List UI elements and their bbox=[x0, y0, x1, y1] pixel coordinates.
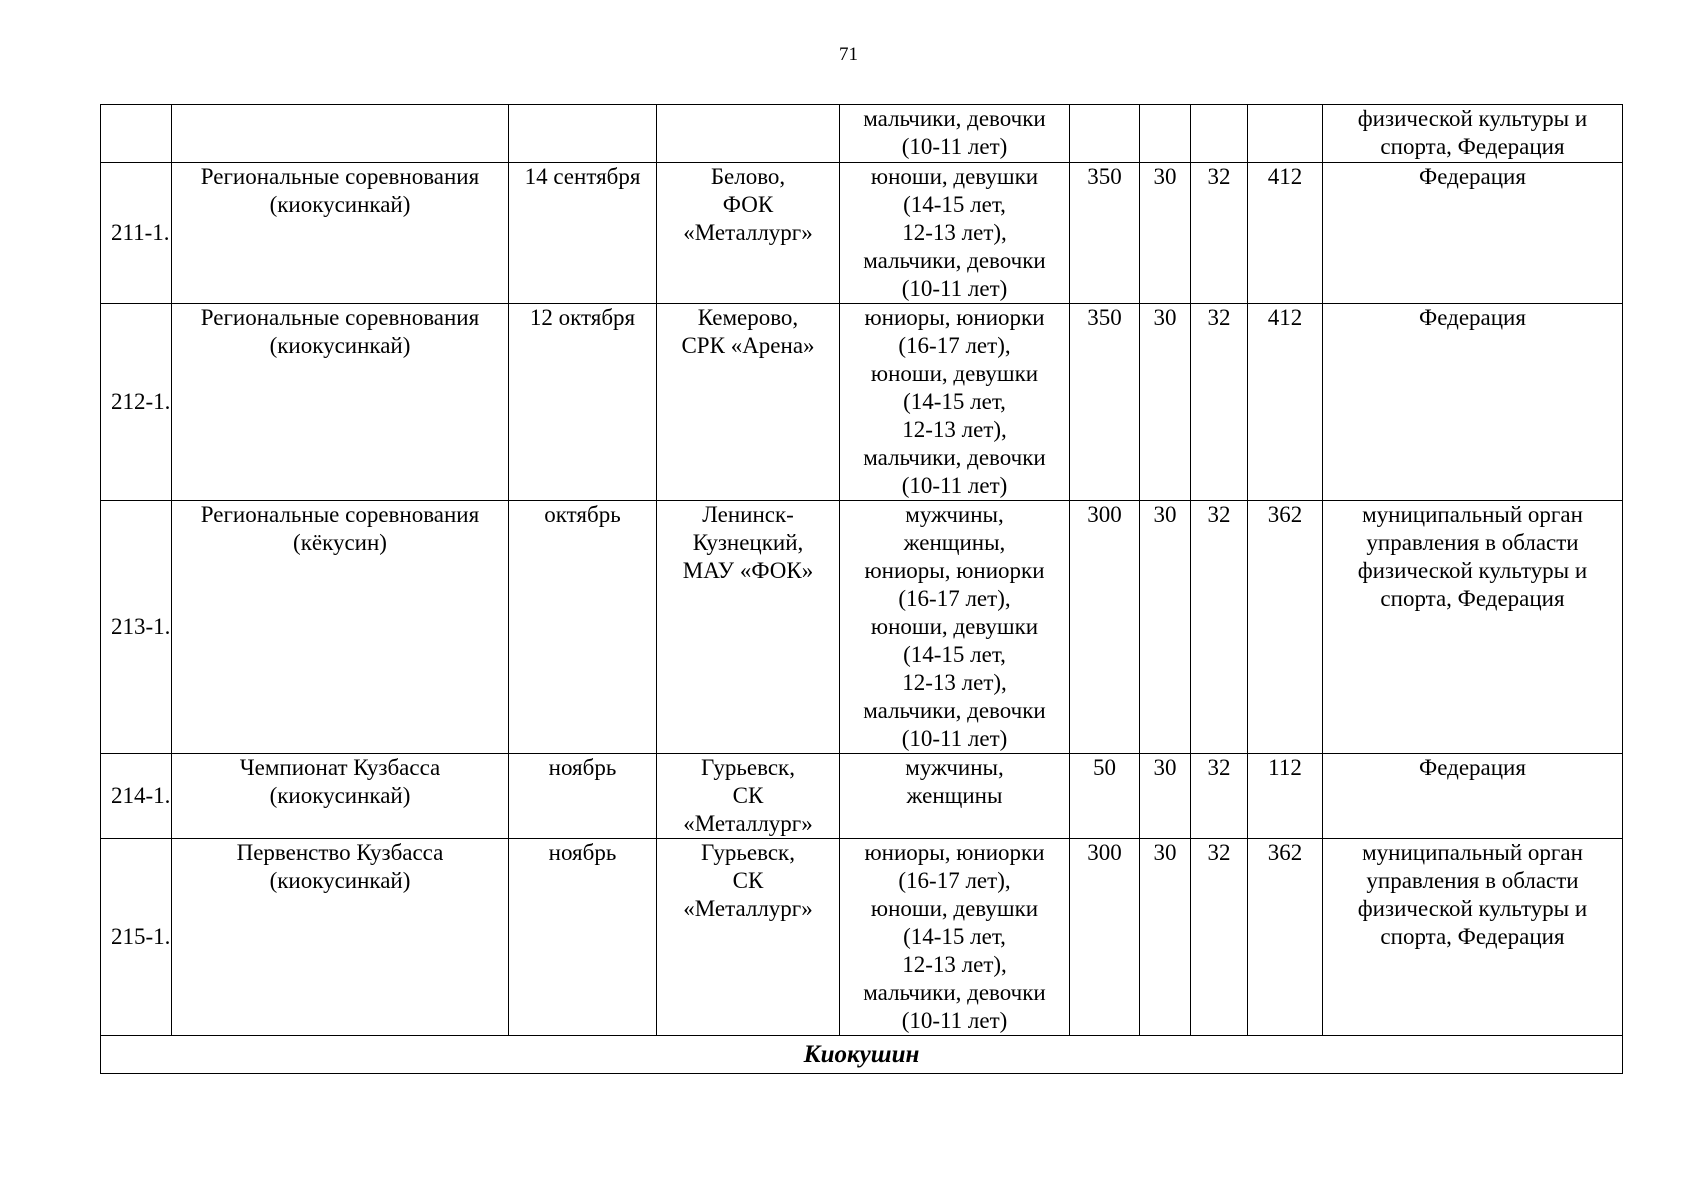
participants-line: мальчики, девочки bbox=[863, 248, 1046, 273]
event-place-line: ФОК bbox=[722, 192, 774, 217]
row-number: 212-1. bbox=[101, 304, 172, 501]
event-name bbox=[172, 163, 509, 304]
coaches-count: 32 bbox=[1191, 304, 1248, 501]
event-place-line: СК bbox=[732, 783, 764, 808]
participants-line: (10-11 лет) bbox=[901, 473, 1008, 498]
participants-line: 12-13 лет), bbox=[902, 417, 1007, 442]
participants-line: 12-13 лет), bbox=[902, 952, 1007, 977]
event-date: ноябрь bbox=[509, 754, 657, 839]
event-name-line: Чемпионат Кузбасса bbox=[239, 755, 441, 780]
judges-count: 30 bbox=[1140, 304, 1191, 501]
event-name-line: (киокусинкай) bbox=[269, 192, 411, 217]
row-number: 214-1. bbox=[101, 754, 172, 839]
participants bbox=[840, 163, 1070, 304]
participants-line: (10-11 лет) bbox=[901, 726, 1008, 751]
participants-line: мужчины, bbox=[905, 502, 1004, 527]
event-place-line: Гурьевск, bbox=[701, 755, 795, 780]
event-name-line: (кёкусин) bbox=[293, 530, 387, 555]
total-count: 412 bbox=[1248, 163, 1323, 304]
event-place-line: СК bbox=[732, 868, 764, 893]
participants-count bbox=[1070, 105, 1140, 163]
participants-line: (14-15 лет, bbox=[903, 192, 1006, 217]
events-table bbox=[100, 104, 1623, 1074]
organizer bbox=[1323, 754, 1623, 839]
participants-line: женщины bbox=[906, 783, 1003, 808]
event-name bbox=[172, 754, 509, 839]
participants-line: мальчики, девочки bbox=[863, 698, 1046, 723]
organizer-line: физической культуры и bbox=[1357, 106, 1588, 131]
organizer-line: физической культуры и bbox=[1357, 558, 1588, 583]
participants-line: (10-11 лет) bbox=[901, 276, 1008, 301]
section-heading: Киокушин bbox=[101, 1036, 1623, 1074]
event-place-line: Белово, bbox=[710, 164, 786, 189]
event-date: 14 сентября bbox=[509, 163, 657, 304]
participants-line: (14-15 лет, bbox=[903, 389, 1006, 414]
participants-count: 350 bbox=[1070, 304, 1140, 501]
participants-line: мальчики, девочки bbox=[863, 445, 1046, 470]
event-name bbox=[172, 839, 509, 1036]
participants bbox=[840, 105, 1070, 163]
participants-count: 300 bbox=[1070, 839, 1140, 1036]
section-row bbox=[101, 1036, 1623, 1074]
event-place-line: Гурьевск, bbox=[701, 840, 795, 865]
participants-line: юноши, девушки bbox=[870, 361, 1039, 386]
event-place bbox=[657, 754, 840, 839]
table-body bbox=[101, 105, 1623, 1074]
participants-line: (10-11 лет) bbox=[901, 134, 1008, 159]
participants bbox=[840, 839, 1070, 1036]
organizer bbox=[1323, 304, 1623, 501]
organizer-line: Федерация bbox=[1419, 164, 1526, 189]
participants-line: (16-17 лет), bbox=[898, 868, 1011, 893]
event-place bbox=[657, 105, 840, 163]
event-place bbox=[657, 839, 840, 1036]
total-count: 412 bbox=[1248, 304, 1323, 501]
event-date: октябрь bbox=[509, 501, 657, 754]
event-place-line: МАУ «ФОК» bbox=[682, 558, 814, 583]
event-place-line: «Металлург» bbox=[683, 896, 813, 921]
event-name-line: Региональные соревнования bbox=[200, 164, 480, 189]
event-place-line: «Металлург» bbox=[683, 811, 813, 836]
participants-line: (16-17 лет), bbox=[898, 333, 1011, 358]
table-row bbox=[101, 839, 1623, 1036]
participants-line: (14-15 лет, bbox=[903, 642, 1006, 667]
organizer bbox=[1323, 501, 1623, 754]
coaches-count: 32 bbox=[1191, 501, 1248, 754]
event-place-line: СРК «Арена» bbox=[681, 333, 815, 358]
judges-count: 30 bbox=[1140, 501, 1191, 754]
event-name bbox=[172, 105, 509, 163]
organizer-line: муниципальный орган bbox=[1362, 502, 1583, 527]
judges-count bbox=[1140, 105, 1191, 163]
event-place-line: «Металлург» bbox=[683, 220, 813, 245]
event-place-line: Ленинск- bbox=[702, 502, 794, 527]
total-count: 112 bbox=[1248, 754, 1323, 839]
participants-line: женщины, bbox=[903, 530, 1006, 555]
event-name-line: Региональные соревнования bbox=[200, 502, 480, 527]
page-number: 71 bbox=[839, 44, 858, 65]
judges-count: 30 bbox=[1140, 839, 1191, 1036]
participants-line: юниоры, юниорки bbox=[864, 558, 1045, 583]
participants-line: мальчики, девочки bbox=[863, 106, 1046, 131]
participants-line: (16-17 лет), bbox=[898, 586, 1011, 611]
table-row bbox=[101, 163, 1623, 304]
total-count: 362 bbox=[1248, 501, 1323, 754]
row-number bbox=[101, 105, 172, 163]
event-name bbox=[172, 501, 509, 754]
row-number: 213-1. bbox=[101, 501, 172, 754]
table-row bbox=[101, 754, 1623, 839]
organizer-line: Федерация bbox=[1419, 755, 1526, 780]
event-name-line: (киокусинкай) bbox=[269, 783, 411, 808]
participants bbox=[840, 304, 1070, 501]
organizer bbox=[1323, 163, 1623, 304]
row-number: 211-1. bbox=[101, 163, 172, 304]
organizer-line: спорта, Федерация bbox=[1380, 134, 1565, 159]
coaches-count: 32 bbox=[1191, 754, 1248, 839]
organizer-line: управления в области bbox=[1366, 530, 1579, 555]
judges-count: 30 bbox=[1140, 754, 1191, 839]
event-name-line: Первенство Кузбасса bbox=[236, 840, 444, 865]
judges-count: 30 bbox=[1140, 163, 1191, 304]
event-name-line: (киокусинкай) bbox=[269, 868, 411, 893]
participants-line: юноши, девушки bbox=[870, 614, 1039, 639]
event-date bbox=[509, 105, 657, 163]
event-place-line: Кузнецкий, bbox=[692, 530, 804, 555]
organizer bbox=[1323, 839, 1623, 1036]
total-count: 362 bbox=[1248, 839, 1323, 1036]
participants-count: 50 bbox=[1070, 754, 1140, 839]
participants-line: 12-13 лет), bbox=[902, 670, 1007, 695]
participants-line: мужчины, bbox=[905, 755, 1004, 780]
event-place bbox=[657, 501, 840, 754]
participants-count: 300 bbox=[1070, 501, 1140, 754]
coaches-count bbox=[1191, 105, 1248, 163]
row-number: 215-1. bbox=[101, 839, 172, 1036]
participants-line: юниоры, юниорки bbox=[864, 840, 1045, 865]
event-name bbox=[172, 304, 509, 501]
event-date: 12 октября bbox=[509, 304, 657, 501]
coaches-count: 32 bbox=[1191, 163, 1248, 304]
participants-line: юноши, девушки bbox=[870, 896, 1039, 921]
organizer-line: спорта, Федерация bbox=[1380, 586, 1565, 611]
organizer-line: физической культуры и bbox=[1357, 896, 1588, 921]
table-row bbox=[101, 501, 1623, 754]
participants-line: мальчики, девочки bbox=[863, 980, 1046, 1005]
event-place bbox=[657, 163, 840, 304]
participants-line: юноши, девушки bbox=[870, 164, 1039, 189]
organizer-line: спорта, Федерация bbox=[1380, 924, 1565, 949]
coaches-count: 32 bbox=[1191, 839, 1248, 1036]
participants-line: 12-13 лет), bbox=[902, 220, 1007, 245]
participants-count: 350 bbox=[1070, 163, 1140, 304]
organizer-line: муниципальный орган bbox=[1362, 840, 1583, 865]
organizer bbox=[1323, 105, 1623, 163]
table-row bbox=[101, 304, 1623, 501]
event-place bbox=[657, 304, 840, 501]
event-name-line: Региональные соревнования bbox=[200, 305, 480, 330]
total-count bbox=[1248, 105, 1323, 163]
table-row-continued bbox=[101, 105, 1623, 163]
participants-line: юниоры, юниорки bbox=[864, 305, 1045, 330]
organizer-line: Федерация bbox=[1419, 305, 1526, 330]
participants bbox=[840, 501, 1070, 754]
event-name-line: (киокусинкай) bbox=[269, 333, 411, 358]
organizer-line: управления в области bbox=[1366, 868, 1579, 893]
event-date: ноябрь bbox=[509, 839, 657, 1036]
event-place-line: Кемерово, bbox=[697, 305, 799, 330]
participants bbox=[840, 754, 1070, 839]
participants-line: (10-11 лет) bbox=[901, 1008, 1008, 1033]
participants-line: (14-15 лет, bbox=[903, 924, 1006, 949]
